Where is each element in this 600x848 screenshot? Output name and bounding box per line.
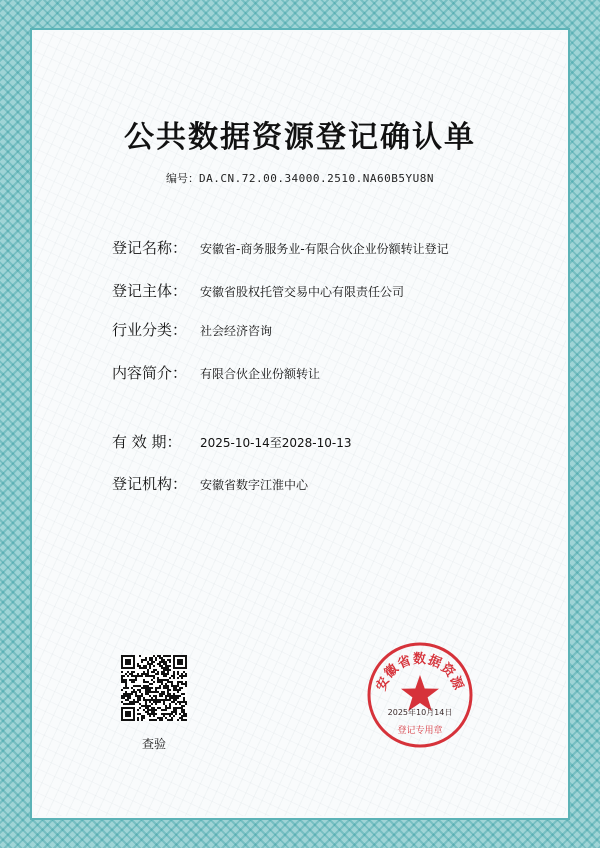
field-label: 有 效 期：	[112, 433, 182, 451]
field-label: 登记主体：	[112, 282, 188, 300]
seal-purpose: 登记专用章	[397, 726, 443, 736]
verify-label: 查验	[141, 737, 166, 751]
field-registrar	[112, 473, 552, 494]
field-value: 安徽省股权托管交易中心有限责任公司	[200, 285, 405, 299]
field-registration-subject	[112, 280, 552, 301]
field-label: 内容简介：	[112, 364, 188, 382]
field-registration-name	[112, 237, 552, 258]
field-label: 行业分类：	[112, 321, 188, 339]
field-label: 登记机构：	[112, 475, 188, 493]
serial-number	[0, 170, 600, 186]
field-summary	[112, 362, 552, 383]
field-value: 2025-10-14至2028-10-13	[200, 436, 352, 450]
star-icon	[401, 675, 439, 711]
official-seal	[366, 641, 474, 749]
field-value: 安徽省-商务服务业-有限合伙企业份额转让登记	[200, 242, 449, 256]
qr-code[interactable]	[121, 655, 187, 721]
seal-date: 2025年10月14日	[387, 708, 453, 717]
field-validity	[112, 431, 552, 452]
serial-label: 编号：	[165, 172, 199, 185]
field-value: 有限合伙企业份额转让	[200, 367, 321, 381]
field-label: 登记名称：	[112, 239, 188, 257]
field-value: 安徽省数字江淮中心	[200, 478, 309, 492]
field-industry	[112, 319, 552, 340]
serial-value: DA.CN.72.00.34000.2510.NA60B5YU8N	[198, 172, 435, 185]
seal-org-text: 安徽省数据资源	[373, 652, 467, 693]
field-value: 社会经济咨询	[200, 324, 273, 338]
certificate-title: 公共数据资源登记确认单	[124, 120, 476, 155]
